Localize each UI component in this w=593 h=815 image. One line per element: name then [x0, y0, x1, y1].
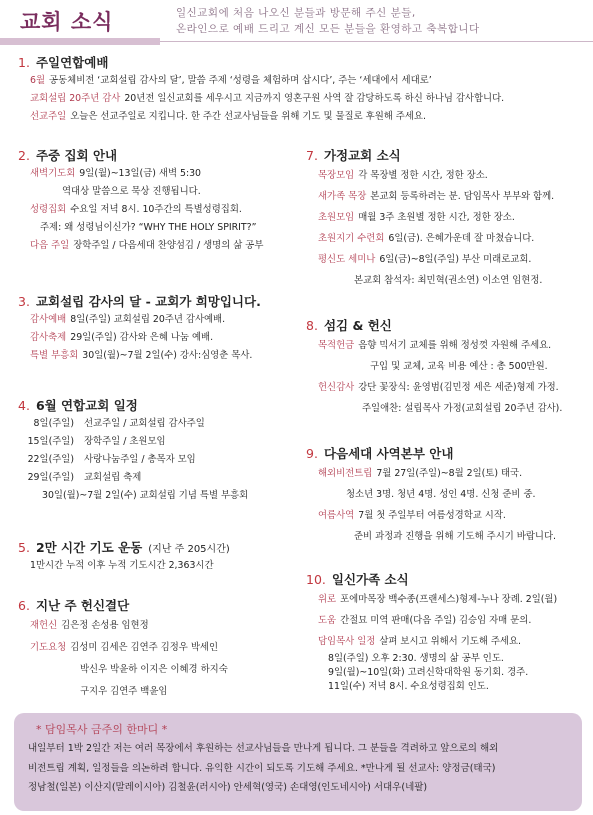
info-label: 목적헌금: [318, 340, 355, 351]
welcome-line-1: 일신교회에 처음 나오신 분들과 방문해 주신 분들,: [176, 7, 416, 19]
info-text: 김성미 김세은 김연주 김정우 박세인: [70, 642, 218, 653]
info-line: [306, 610, 591, 631]
section-commitments: [18, 595, 298, 703]
info-line: 역대상 말씀으로 묵상 진행됩니다.: [62, 186, 201, 197]
section-number: 2.: [18, 147, 30, 163]
info-text: 장학주일 / 다음세대 찬양섬김 / 생명의 삶 공부: [73, 240, 264, 251]
info-label: 새벽기도회: [30, 168, 76, 179]
schedule-row: [18, 433, 298, 451]
info-line: [306, 207, 591, 228]
info-line: [306, 335, 591, 356]
info-line: [18, 201, 298, 219]
info-line: [306, 589, 591, 610]
info-line: [18, 347, 298, 365]
section-title: [18, 595, 298, 615]
section-title: [306, 443, 591, 463]
section-title: [18, 145, 298, 165]
section-title: [18, 52, 583, 72]
section-number: 9.: [306, 445, 318, 461]
section-heading: 주중 집회 안내: [35, 148, 118, 163]
section-number: 8.: [306, 317, 318, 333]
section-title: [18, 291, 298, 311]
info-line: [18, 311, 298, 329]
info-line: [306, 249, 591, 270]
info-line: [306, 505, 591, 526]
info-line: 구입 및 교체, 교육 비용 예산 : 총 500만원.: [370, 361, 548, 372]
section-heading: 일신가족 소식: [331, 572, 409, 587]
info-label: 헌신감사: [318, 382, 355, 393]
section-number: 4.: [18, 397, 30, 413]
section-heading: 섬김 & 헌신: [323, 318, 392, 333]
info-label: 특별 부흥회: [30, 350, 79, 361]
info-text: 6일(금). 은혜가운데 잘 마쳤습니다.: [388, 233, 535, 244]
info-label: 선교주일: [30, 111, 67, 122]
section-number: 3.: [18, 293, 30, 309]
info-label: 해외비전트립: [318, 468, 373, 479]
section-june-schedule: [18, 395, 298, 505]
info-text: 공동체비전 ‘교회설립 감사의 달’, 말씀 주제 ‘성령을 체험하며 삽시다’, 주는 ‘세대에서 세대로’: [49, 75, 432, 86]
info-line: 주제: 왜 성령님이신가? “WHY THE HOLY SPIRIT?”: [40, 222, 257, 233]
prayer-hours-last-week: (지난 주 205시간): [148, 543, 230, 555]
schedule-event: 교회설립 축제: [84, 472, 142, 483]
info-line: [18, 108, 583, 126]
info-line: 구지우 김연주 백윤임: [80, 686, 168, 697]
section-heading: 6월 연합교회 일정: [35, 398, 138, 413]
schedule-date: 29일(주일): [27, 472, 74, 483]
info-line: 박신우 박윤하 이지은 이혜경 하지숙: [80, 664, 228, 675]
info-line: 9일(월)~10일(화) 고려신학대학원 동기회. 경주.: [328, 667, 529, 678]
section-family-news: [306, 569, 591, 694]
schedule-row: [18, 415, 298, 433]
title-underline-bar: [0, 38, 160, 45]
info-label: 재헌신: [30, 620, 58, 631]
info-text: 8일(주일) 교회설립 20주년 감사예배.: [70, 314, 226, 325]
prayer-total-line: 1만시간 누적 이후 누적 기도시간 2,363시간: [30, 560, 214, 571]
schedule-date: 22일(주일): [27, 454, 74, 465]
section-service-offering: [306, 315, 591, 419]
info-line: [306, 631, 591, 652]
info-line: [306, 186, 591, 207]
info-label: 목장모임: [318, 170, 355, 181]
section-number: 7.: [306, 147, 318, 163]
schedule-event: 사랑나눔주일 / 총목자 모임: [84, 454, 196, 465]
section-worship: [18, 52, 583, 126]
section-anniversary-month: [18, 291, 298, 365]
section-heading: 가정교회 소식: [323, 148, 401, 163]
info-text: 김은정 손성용 임현정: [61, 620, 149, 631]
schedule-event: 선교주일 / 교회설립 감사주일: [84, 418, 205, 429]
info-line: [18, 329, 298, 347]
info-line: 청소년 3명. 청년 4명. 성인 4명. 신청 준비 중.: [346, 489, 536, 500]
schedule-event: 교회설립 기념 특별 부흥회: [139, 490, 249, 501]
info-text: 9일(월)~13일(금) 새벽 5:30: [79, 168, 202, 179]
info-label: 감사예배: [30, 314, 67, 325]
info-text: 각 목장별 정한 시간, 정한 장소.: [358, 170, 488, 181]
schedule-date: 15일(주일): [27, 436, 74, 447]
schedule-date: 8일(주일): [33, 418, 74, 429]
schedule-row: [18, 451, 298, 469]
section-house-church: [306, 145, 591, 291]
info-label: 감사축제: [30, 332, 67, 343]
info-line: 11일(수) 저녁 8시. 수요성령집회 인도.: [328, 681, 489, 692]
section-next-generation: [306, 443, 591, 547]
info-label: 평신도 세미나: [318, 254, 376, 265]
section-heading: 다음세대 사역본부 안내: [323, 446, 454, 461]
schedule-row: [18, 487, 298, 505]
info-text: 매월 3주 초원별 정한 시간, 정한 장소.: [358, 212, 515, 223]
section-title: [18, 537, 298, 557]
info-text: 7월 첫 주일부터 여름성경학교 시작.: [358, 510, 506, 521]
section-number: 5.: [18, 539, 30, 555]
info-label: 다음 주일: [30, 240, 70, 251]
schedule-date: 30일(월)~7월 2일(수): [42, 490, 137, 501]
schedule-event: 장학주일 / 초원모임: [84, 436, 166, 447]
pastor-message-line: 비전트립 계획, 일정들을 의논하려 합니다. 유익한 시간이 되도록 기도해 주세요. *만나게 될 선교사: 양정금(태국): [28, 762, 496, 774]
pastor-message-line: 내일부터 1박 2일간 저는 여러 목장에서 후원하는 선교사님들을 만나게 됩니다. 그 분들을 격려하고 앞으로의 해외: [28, 743, 499, 754]
info-label: 기도요청: [30, 642, 67, 653]
section-title: [306, 145, 591, 165]
info-line: [18, 615, 298, 637]
section-number: 10.: [306, 571, 326, 587]
info-line: [306, 463, 591, 484]
info-line: 준비 과정과 진행을 위해 기도해 주시기 바랍니다.: [354, 531, 556, 542]
header: [0, 0, 593, 48]
info-line: [18, 90, 583, 108]
info-text: 6일(금)~8일(주일) 부산 미래로교회.: [379, 254, 532, 265]
info-text: 음향 믹서기 교체를 위해 정성껏 자원해 주세요.: [358, 340, 552, 351]
info-line: [306, 377, 591, 398]
info-text: 간절묘 미역 판매(다음 주일) 김승임 자매 문의.: [340, 615, 532, 626]
info-label: 담임목사 일정: [318, 636, 376, 647]
welcome-line-2: 온라인으로 예배 드리고 계신 모든 분들을 환영하고 축복합니다: [176, 23, 480, 35]
info-label: 새가족 목장: [318, 191, 367, 202]
info-label: 교회설립 20주년 감사: [30, 93, 121, 104]
info-label: 초원지기 수련회: [318, 233, 385, 244]
info-line: [18, 72, 583, 90]
info-line: [306, 165, 591, 186]
info-line: 주일애찬: 설립목사 가정(교회설립 20주년 감사).: [362, 403, 563, 414]
section-prayer-campaign: [18, 537, 298, 575]
info-line: [18, 165, 298, 183]
schedule-row: [18, 469, 298, 487]
section-title: [306, 569, 591, 589]
section-number: 1.: [18, 54, 30, 70]
section-heading: 주일연합예배: [35, 55, 109, 70]
pastor-message-line: 정남철(일본) 이산지(말레이시아) 김철윤(러시아) 안세혁(영국) 손대영(인도네시아) 서대우(네팔): [28, 782, 428, 793]
section-heading: 2만 시간 기도 운동: [35, 540, 143, 555]
section-weekday-meetings: [18, 145, 298, 255]
section-number: 6.: [18, 597, 30, 613]
info-text: 강단 꽃장식: 윤영범(김민정 세은 세준)형제 가정.: [358, 382, 559, 393]
info-line: [306, 228, 591, 249]
section-title: [18, 395, 298, 415]
info-text: 30일(월)~7월 2일(수) 강사:심영춘 목사.: [82, 350, 253, 361]
page-title: 교회 소식: [20, 10, 114, 34]
info-label: 여름사역: [318, 510, 355, 521]
pastor-message-box: [14, 713, 582, 811]
pastor-message-title: * 담임목사 금주의 한마디 *: [36, 723, 168, 736]
info-line: [18, 637, 298, 659]
info-text: 본교회 등록하려는 분. 담임목사 부부와 함께.: [370, 191, 555, 202]
info-text: 20년전 일신교회를 세우시고 지금까지 영혼구원 사역 잘 감당하도록 하신 하나님 감사합니다.: [124, 93, 505, 104]
header-divider: [160, 41, 593, 42]
info-text: 살펴 보시고 위해서 기도해 주세요.: [379, 636, 522, 647]
info-text: 오늘은 선교주일로 지킵니다. 한 주간 선교사님들을 위해 기도 및 물질로 후원해 주세요.: [70, 111, 426, 122]
welcome-message: [176, 5, 480, 37]
section-heading: 교회설립 감사의 달 - 교회가 희망입니다.: [35, 294, 261, 309]
info-label: 도움: [318, 615, 337, 626]
info-line: [18, 237, 298, 255]
info-text: 수요일 저녁 8시. 10주간의 특별성령집회.: [70, 204, 242, 215]
info-label: 6월: [30, 75, 46, 86]
info-text: 포에마목장 백수종(프랜세스)형제-누나 장례. 2일(월): [340, 594, 558, 605]
info-label: 성령집회: [30, 204, 67, 215]
info-text: 7월 27일(주일)~8월 2일(토) 태국.: [376, 468, 523, 479]
info-line: 8일(주일) 오후 2:30. 생명의 삶 공부 인도.: [328, 653, 504, 664]
section-title: [306, 315, 591, 335]
info-text: 29일(주일) 감사와 은혜 나눔 예배.: [70, 332, 214, 343]
section-heading: 지난 주 헌신결단: [35, 598, 130, 613]
info-line: 본교회 참석자: 최민혁(권소연) 이소연 임현정.: [354, 275, 543, 286]
info-label: 위로: [318, 594, 337, 605]
info-label: 초원모임: [318, 212, 355, 223]
